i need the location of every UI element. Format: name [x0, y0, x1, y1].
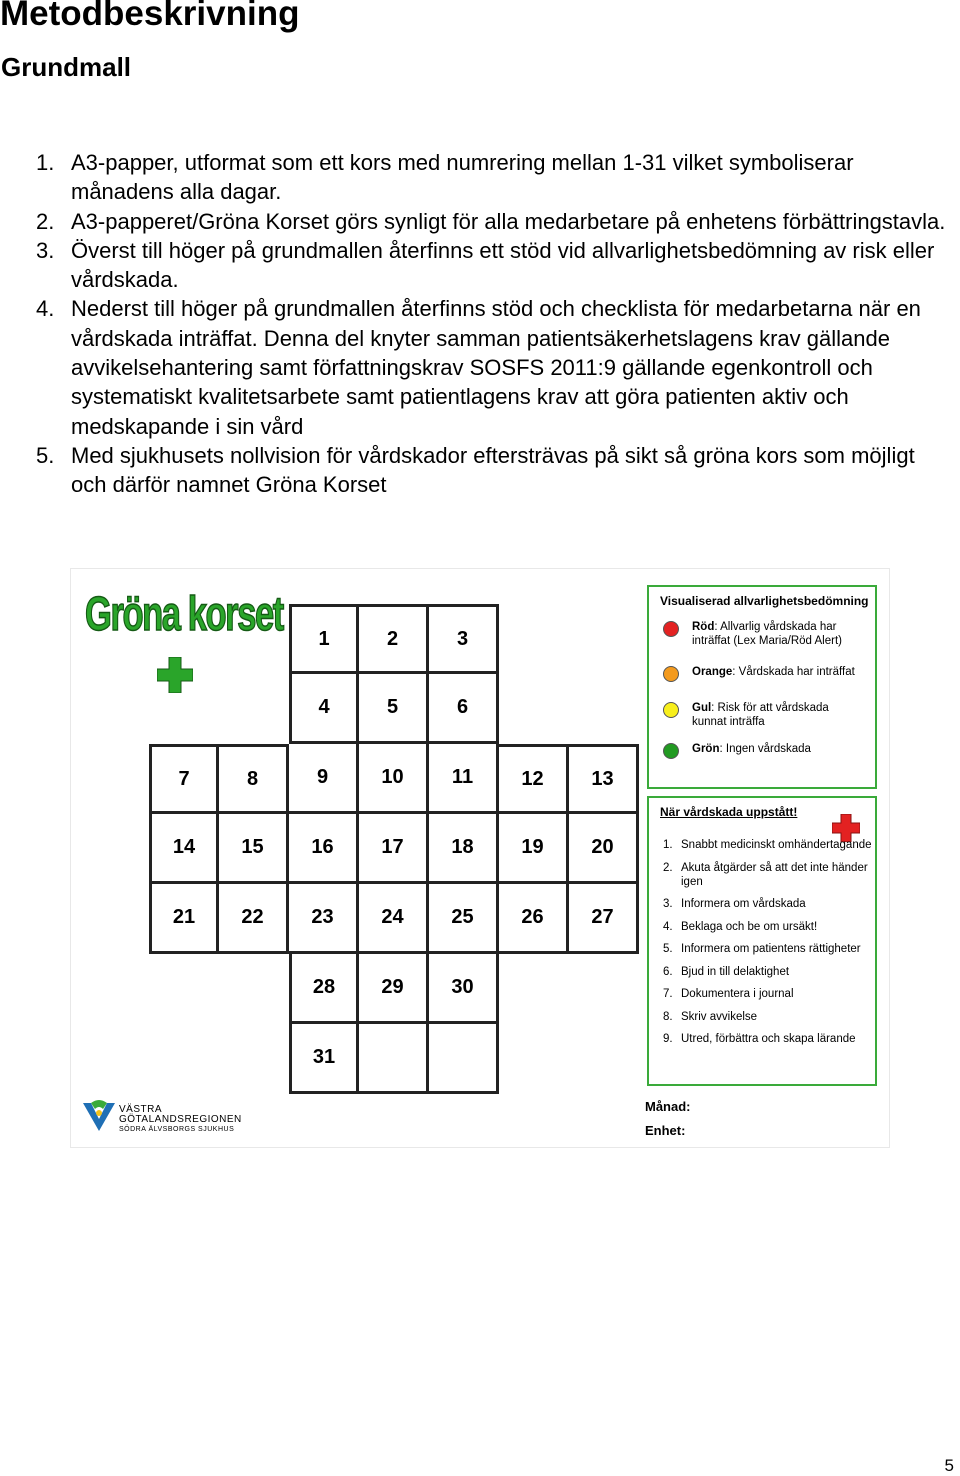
day-cell: 24	[359, 884, 429, 954]
list-item-text: Nederst till höger på grundmallen återfinns stöd och checklista för medarbetarna när en vårdskada inträffat. Denna del knyter samman patientsäkerhetslagens krav gällande avvikelsehantering samt författningskrav SOSFS 2011:9 gällande egenkontroll och systematiskt kvalitetsarbete samt patientlagens krav att göra patienten aktiv och medskapande i sin vård	[71, 296, 921, 439]
day-cell: 16	[289, 814, 359, 884]
day-cell: 5	[359, 674, 429, 744]
list-item	[663, 897, 873, 911]
list-item-text: Akuta åtgärder så att det inte händer igen	[681, 861, 868, 888]
green-cross-icon	[157, 657, 193, 693]
green-dot-icon	[663, 743, 679, 759]
list-item-number: 9.	[663, 1033, 673, 1045]
section-subtitle: Grundmall	[1, 52, 132, 82]
vgr-logo-icon	[81, 1099, 117, 1133]
day-cell: 29	[359, 954, 429, 1024]
list-item	[0, 441, 955, 500]
month-label: Månad:	[645, 1099, 691, 1114]
list-item-text: Informera om patientens rättigheter	[681, 943, 861, 955]
logo-text-line2: GÖTALANDSREGIONEN	[119, 1114, 242, 1125]
list-item-number: 2.	[36, 208, 55, 234]
list-item-text: Skriv avvikelse	[681, 1010, 758, 1023]
day-cell: 15	[219, 814, 289, 884]
day-cell: 1	[289, 604, 359, 674]
list-item	[0, 207, 955, 236]
logo-text-line1: VÄSTRA	[119, 1104, 163, 1115]
day-cell: 25	[429, 884, 499, 954]
list-item-text: Dokumentera i journal	[681, 988, 794, 1000]
severity-text: : Ingen vårdskada	[719, 743, 811, 755]
day-cell: 17	[359, 814, 429, 884]
day-cell: 10	[359, 744, 429, 814]
list-item-text: A3-papperet/Gröna Korset görs synligt för alla medarbetare på enhetens förbättringstavla.	[71, 208, 946, 234]
day-cell: 11	[429, 744, 499, 814]
day-cell: 20	[569, 814, 639, 884]
list-item-number: 1.	[36, 150, 55, 175]
red-dot-icon	[663, 621, 679, 637]
day-cell: 9	[289, 744, 359, 814]
list-item-number: 4.	[36, 296, 55, 322]
day-cell: 19	[499, 814, 569, 884]
list-item-text: Beklaga och be om ursäkt!	[681, 920, 818, 933]
day-cell: 22	[219, 884, 289, 954]
method-steps-list	[0, 148, 955, 500]
incident-steps-list	[663, 838, 873, 1055]
list-item-number: 5.	[36, 442, 55, 468]
list-item	[663, 942, 873, 956]
severity-label: Röd	[692, 621, 715, 633]
day-cell: 31	[289, 1024, 359, 1094]
day-cell: 8	[219, 744, 289, 814]
severity-text: : Risk för att vårdskada kunnat inträffa	[692, 702, 829, 728]
severity-panel-title: Visualiserad allvarlighetsbedömning	[660, 594, 869, 608]
list-item-text: Överst till höger på grundmallen återfinns ett stöd vid allvarlighetsbedömning av risk eller vårdskada.	[71, 237, 935, 293]
day-cell: 21	[149, 884, 219, 954]
list-item-number: 7.	[663, 988, 673, 1000]
severity-text: : Vårdskada har inträffat	[732, 666, 855, 678]
list-item	[0, 294, 955, 440]
day-cell	[429, 1024, 499, 1094]
page-number: 5	[944, 1456, 954, 1475]
list-item	[663, 838, 873, 852]
list-item-number: 8.	[663, 1010, 673, 1023]
day-cell: 7	[149, 744, 219, 814]
day-cell: 28	[289, 954, 359, 1024]
list-item-text: Med sjukhusets nollvision för vårdskador eftersträvas på sikt så gröna kors som möjligt och därför namnet Gröna Korset	[71, 442, 915, 498]
day-cell: 2	[359, 604, 429, 674]
list-item-number: 3.	[663, 898, 673, 910]
list-item	[0, 148, 955, 207]
day-cell: 30	[429, 954, 499, 1024]
severity-panel	[647, 585, 877, 789]
day-cell: 14	[149, 814, 219, 884]
day-cell: 3	[429, 604, 499, 674]
list-item-text: Utred, förbättra och skapa lärande	[681, 1033, 856, 1045]
list-item-text: Bjud in till delaktighet	[681, 965, 790, 978]
list-item-text: A3-papper, utformat som ett kors med numrering mellan 1-31 vilket symboliserar månadens alla dagar.	[71, 150, 854, 205]
list-item	[0, 236, 955, 295]
grona-korset-template-figure	[70, 568, 890, 1148]
day-cell: 6	[429, 674, 499, 744]
severity-label: Grön	[692, 743, 720, 755]
severity-label: Orange	[692, 666, 733, 678]
page-title: Metodbeskrivning	[0, 0, 300, 33]
day-cell: 26	[499, 884, 569, 954]
yellow-dot-icon	[663, 702, 679, 718]
severity-text: : Allvarlig vårdskada har inträffat (Lex Maria/Röd Alert)	[692, 621, 842, 647]
list-item-number: 2.	[663, 861, 673, 874]
day-cell	[359, 1024, 429, 1094]
list-item-text: Informera om vårdskada	[681, 898, 806, 910]
logo-text-line3: SÖDRA ÄLVSBORGS SJUKHUS	[119, 1126, 235, 1133]
list-item-number: 6.	[663, 965, 673, 978]
day-cell: 23	[289, 884, 359, 954]
day-cell: 4	[289, 674, 359, 744]
list-item	[663, 1010, 873, 1024]
list-item-number: 4.	[663, 920, 673, 933]
day-cell: 13	[569, 744, 639, 814]
list-item	[663, 861, 873, 889]
day-cell: 18	[429, 814, 499, 884]
list-item	[663, 920, 873, 934]
day-cell: 27	[569, 884, 639, 954]
list-item-text: Snabbt medicinskt omhändertagande	[681, 839, 872, 851]
list-item	[663, 965, 873, 979]
incident-panel-title: När vårdskada uppstått!	[660, 805, 798, 819]
list-item-number: 5.	[663, 943, 673, 955]
incident-panel	[647, 796, 877, 1086]
figure-title: Gröna korset	[85, 588, 283, 641]
list-item	[663, 987, 873, 1001]
unit-label: Enhet:	[645, 1123, 686, 1138]
list-item	[663, 1032, 873, 1046]
day-cell: 12	[499, 744, 569, 814]
list-item-number: 1.	[663, 839, 673, 851]
orange-dot-icon	[663, 666, 679, 682]
list-item-number: 3.	[36, 237, 55, 263]
vgr-logo	[81, 1097, 251, 1137]
severity-label: Gul	[692, 702, 712, 714]
